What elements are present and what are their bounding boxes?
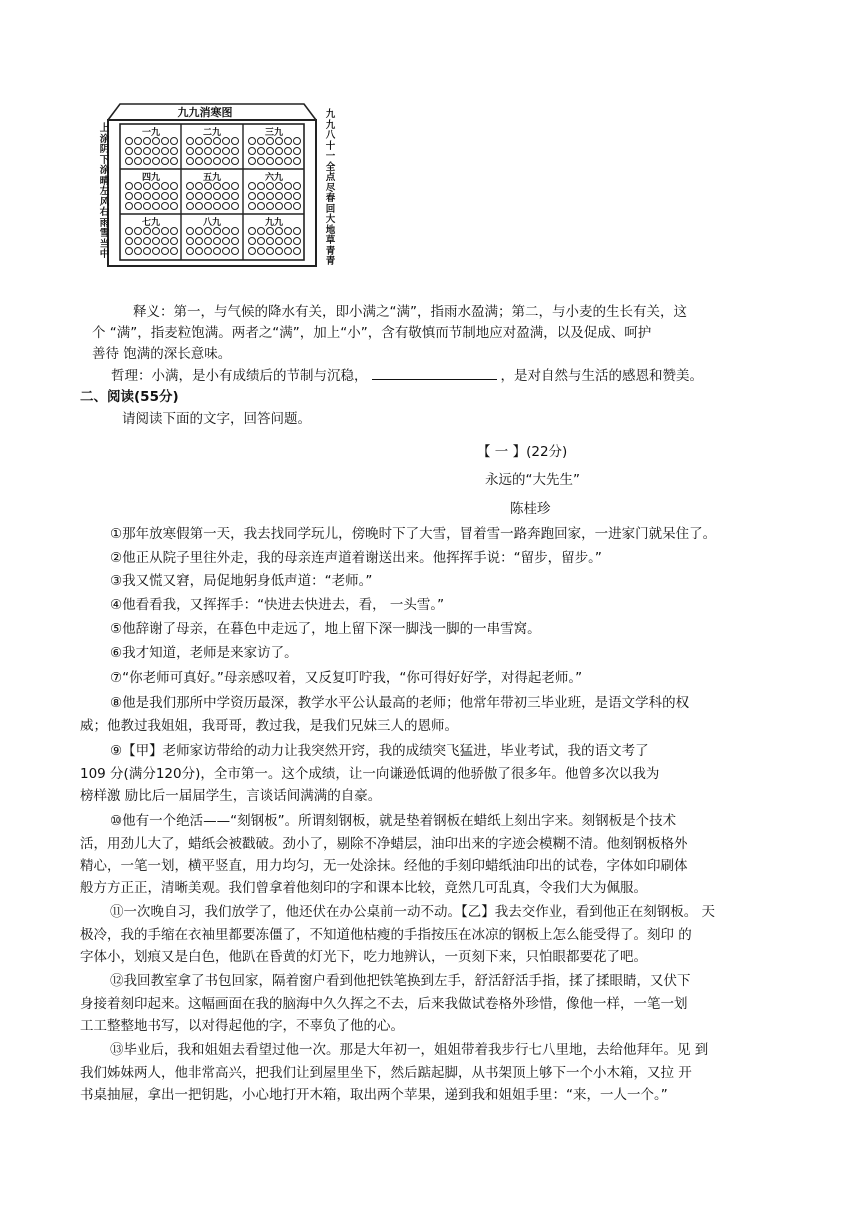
coin-circle-icon bbox=[231, 247, 239, 255]
coin-circle-icon bbox=[275, 247, 283, 255]
coin-circle-icon bbox=[257, 237, 265, 245]
coin-circle-icon bbox=[186, 247, 194, 255]
coin-circle-icon bbox=[213, 202, 221, 210]
coin-circle-icon bbox=[143, 147, 151, 155]
coin-circle-icon bbox=[222, 237, 230, 245]
coin-circle-icon bbox=[204, 192, 212, 200]
coin-circle-icon bbox=[143, 227, 151, 235]
coin-circle-icon bbox=[143, 247, 151, 255]
coin-circle-icon bbox=[170, 137, 178, 145]
coin-circle-icon bbox=[275, 137, 283, 145]
chart-cell-label: 九九 bbox=[264, 218, 283, 228]
coin-circle-icon bbox=[143, 182, 151, 190]
coin-circle-icon bbox=[275, 182, 283, 190]
coin-circle-icon bbox=[275, 227, 283, 235]
coin-circle-icon bbox=[248, 202, 256, 210]
coin-circle-icon bbox=[284, 157, 292, 165]
coin-circle-icon bbox=[161, 157, 169, 165]
coin-circle-icon bbox=[143, 202, 151, 210]
coin-circle-icon bbox=[195, 247, 203, 255]
coin-circle-icon bbox=[152, 202, 160, 210]
coin-circle-icon bbox=[213, 157, 221, 165]
coin-circle-icon bbox=[266, 227, 274, 235]
coin-circle-icon bbox=[195, 182, 203, 190]
coin-circle-icon bbox=[293, 147, 301, 155]
chart-cell-label: 八九 bbox=[202, 218, 221, 228]
coin-circle-icon bbox=[213, 227, 221, 235]
chart-left-text: 上涂阴下涂晴左风右雨雪当中 bbox=[99, 123, 110, 260]
coin-circle-icon bbox=[134, 237, 142, 245]
coin-circle-icon bbox=[204, 202, 212, 210]
article-author: 陈桂珍 bbox=[510, 501, 551, 517]
paragraph-10-line-1: ⑩他有一个绝活——“刻钢板”。所谓刻钢板，就是垫着钢板在蜡纸上刻出字来。刻钢板是个技术 bbox=[110, 813, 677, 829]
coin-circle-icon bbox=[161, 202, 169, 210]
coin-circle-icon bbox=[152, 147, 160, 155]
paragraph-11-line-3: 字体小，划痕又是白色，他趴在昏黄的灯光下，吃力地辨认，一页刻下来，只怕眼都要花了吧。 bbox=[80, 949, 647, 965]
coin-circle-icon bbox=[161, 192, 169, 200]
coin-circle-icon bbox=[152, 137, 160, 145]
coin-circle-icon bbox=[213, 182, 221, 190]
coin-circle-icon bbox=[213, 237, 221, 245]
coin-circle-icon bbox=[266, 137, 274, 145]
coin-circle-icon bbox=[231, 192, 239, 200]
coin-circle-icon bbox=[134, 182, 142, 190]
article-title: 永远的“大先生” bbox=[485, 472, 580, 488]
paragraph-13-line-3: 书桌抽屉，拿出一把钥匙，小心地打开木箱，取出两个苹果，递到我和姐姐手里：“来，一人一个。” bbox=[80, 1087, 668, 1103]
coin-circle-icon bbox=[143, 157, 151, 165]
coin-circle-icon bbox=[134, 227, 142, 235]
coin-circle-icon bbox=[248, 147, 256, 155]
coin-circle-icon bbox=[186, 182, 194, 190]
coin-circle-icon bbox=[161, 227, 169, 235]
paragraph-8-line-1: ⑧他是我们那所中学资历最深，教学水平公认最高的老师；他常年带初三毕业班，是语文学科的权 bbox=[110, 695, 690, 711]
coin-circle-icon bbox=[213, 147, 221, 155]
coin-circle-icon bbox=[275, 237, 283, 245]
chart-cell-label: 三九 bbox=[264, 128, 283, 138]
coin-circle-icon bbox=[257, 137, 265, 145]
coin-circle-icon bbox=[284, 182, 292, 190]
chart-title: 九九消寒图 bbox=[177, 106, 233, 119]
paragraph-4: ④他看看我，又挥挥手：“快进去快进去，看， 一头雪。” bbox=[110, 597, 445, 613]
coin-circle-icon bbox=[248, 227, 256, 235]
coin-circle-icon bbox=[195, 192, 203, 200]
coin-circle-icon bbox=[275, 192, 283, 200]
coin-circle-icon bbox=[186, 147, 194, 155]
section-heading: 二、阅读(55分) bbox=[80, 389, 179, 405]
paragraph-11-line-2: 极冷，我的手缩在衣袖里都要冻僵了，不知道他枯瘦的手指按压在冰凉的钢板上怎么能受得了。刻印 的 bbox=[80, 927, 692, 943]
coin-circle-icon bbox=[125, 247, 133, 255]
paragraph-10-line-4: 般方方正正，清晰美观。我们曾拿着他刻印的字和课本比较，竟然几可乱真，令我们大为佩服。 bbox=[80, 880, 647, 896]
coin-circle-icon bbox=[231, 227, 239, 235]
coin-circle-icon bbox=[284, 227, 292, 235]
coin-circle-icon bbox=[257, 247, 265, 255]
coin-circle-icon bbox=[213, 247, 221, 255]
coin-circle-icon bbox=[231, 147, 239, 155]
paragraph-3: ③我又慌又窘，局促地躬身低声道：“老师。” bbox=[110, 573, 373, 589]
coin-circle-icon bbox=[170, 157, 178, 165]
explanation-line-2: 个 “满”，指麦粒饱满。两者之“满”，加上“小”，含有敬慎而节制地应对盈满，以及促成、呵护 bbox=[92, 325, 652, 341]
chart-cell-label: 一九 bbox=[141, 128, 160, 138]
part-label: 【 一 】(22分) bbox=[477, 444, 568, 460]
coin-circle-icon bbox=[125, 147, 133, 155]
paragraph-11-line-1: ⑪一次晚自习，我们放学了，他还伏在办公桌前一动不动。【乙】我去交作业，看到他正在刻钢板。 天 bbox=[110, 904, 716, 920]
coin-circle-icon bbox=[284, 237, 292, 245]
chart-cell-label: 五九 bbox=[202, 173, 221, 183]
coin-circle-icon bbox=[186, 137, 194, 145]
coin-circle-icon bbox=[257, 157, 265, 165]
coin-circle-icon bbox=[248, 182, 256, 190]
coin-circle-icon bbox=[170, 237, 178, 245]
coin-circle-icon bbox=[257, 202, 265, 210]
paragraph-5: ⑤他辞谢了母亲，在暮色中走远了，地上留下深一脚浅一脚的一串雪窝。 bbox=[110, 621, 541, 637]
coin-circle-icon bbox=[293, 202, 301, 210]
coin-circle-icon bbox=[134, 247, 142, 255]
coin-circle-icon bbox=[213, 137, 221, 145]
coin-circle-icon bbox=[284, 247, 292, 255]
coin-circle-icon bbox=[195, 227, 203, 235]
chart-cell-label: 二九 bbox=[202, 128, 221, 138]
coin-circle-icon bbox=[125, 202, 133, 210]
paragraph-8-line-2: 威；他教过我姐姐，我哥哥，教过我，是我们兄妹三人的恩师。 bbox=[80, 718, 458, 734]
coin-circle-icon bbox=[125, 237, 133, 245]
explanation-line-1: 释义：第一，与气候的降水有关，即小满之“满”，指雨水盈满；第二，与小麦的生长有关，这 bbox=[133, 304, 687, 320]
coin-circle-icon bbox=[152, 227, 160, 235]
coin-circle-icon bbox=[143, 137, 151, 145]
coin-circle-icon bbox=[143, 237, 151, 245]
coin-circle-icon bbox=[284, 137, 292, 145]
coin-circle-icon bbox=[170, 227, 178, 235]
coin-circle-icon bbox=[170, 202, 178, 210]
coin-circle-icon bbox=[143, 192, 151, 200]
coin-circle-icon bbox=[125, 227, 133, 235]
paragraph-13-line-2: 我们姊妹两人，他非常高兴，把我们让到屋里坐下，然后踮起脚，从书架顶上够下一个小木箱，又拉 开 bbox=[80, 1065, 692, 1081]
coin-circle-icon bbox=[222, 137, 230, 145]
coin-circle-icon bbox=[222, 192, 230, 200]
coin-circle-icon bbox=[134, 202, 142, 210]
coin-circle-icon bbox=[186, 157, 194, 165]
coin-circle-icon bbox=[134, 147, 142, 155]
coin-circle-icon bbox=[161, 147, 169, 155]
coin-circle-icon bbox=[266, 192, 274, 200]
paragraph-12-line-2: 身接着刻印起来。这幅画面在我的脑海中久久挥之不去，后来我做试卷格外珍惜，像他一样，一笔一划 bbox=[80, 996, 688, 1012]
coin-circle-icon bbox=[293, 227, 301, 235]
coin-circle-icon bbox=[231, 202, 239, 210]
coin-circle-icon bbox=[293, 157, 301, 165]
coin-circle-icon bbox=[195, 157, 203, 165]
coin-circle-icon bbox=[222, 157, 230, 165]
coin-circle-icon bbox=[248, 137, 256, 145]
coin-circle-icon bbox=[257, 227, 265, 235]
coin-circle-icon bbox=[204, 147, 212, 155]
coin-circle-icon bbox=[293, 182, 301, 190]
coin-circle-icon bbox=[204, 137, 212, 145]
coin-circle-icon bbox=[161, 237, 169, 245]
explanation-line-3: 善待 饱满的深长意味。 bbox=[92, 346, 232, 362]
paragraph-9-line-3: 榜样激 励比后一届届学生，言谈话间满满的自豪。 bbox=[80, 788, 382, 804]
paragraph-13-line-1: ⑬毕业后，我和姐姐去看望过他一次。那是大年初一，姐姐带着我步行七八里地，去给他拜年。见 到 bbox=[110, 1042, 709, 1058]
coin-circle-icon bbox=[266, 147, 274, 155]
paragraph-9-line-1: ⑨【甲】老师家访带给的动力让我突然开窍，我的成绩突飞猛进，毕业考试，我的语文考了 bbox=[110, 743, 649, 759]
coin-circle-icon bbox=[204, 237, 212, 245]
coin-circle-icon bbox=[125, 192, 133, 200]
coin-circle-icon bbox=[293, 247, 301, 255]
coin-circle-icon bbox=[275, 202, 283, 210]
coin-circle-icon bbox=[170, 192, 178, 200]
coin-circle-icon bbox=[170, 147, 178, 155]
coin-circle-icon bbox=[266, 157, 274, 165]
coin-circle-icon bbox=[195, 202, 203, 210]
paragraph-1: ①那年放寒假第一天，我去找同学玩儿，傍晚时下了大雪，冒着雪一路奔跑回家，一进家门就呆住了。 bbox=[110, 526, 717, 542]
coin-circle-icon bbox=[161, 182, 169, 190]
chart-cell-label: 七九 bbox=[141, 218, 160, 228]
nine-nines-chart-figure bbox=[100, 100, 340, 270]
coin-circle-icon bbox=[275, 147, 283, 155]
coin-circle-icon bbox=[170, 247, 178, 255]
coin-circle-icon bbox=[125, 182, 133, 190]
coin-circle-icon bbox=[222, 227, 230, 235]
coin-circle-icon bbox=[213, 192, 221, 200]
coin-circle-icon bbox=[293, 192, 301, 200]
coin-circle-icon bbox=[284, 202, 292, 210]
coin-circle-icon bbox=[125, 137, 133, 145]
coin-circle-icon bbox=[186, 202, 194, 210]
coin-circle-icon bbox=[266, 182, 274, 190]
coin-circle-icon bbox=[134, 192, 142, 200]
coin-circle-icon bbox=[248, 237, 256, 245]
coin-circle-icon bbox=[284, 192, 292, 200]
coin-circle-icon bbox=[222, 147, 230, 155]
paragraph-10-line-3: 精心，一笔一划，横平竖直，用力均匀，无一处涂抹。经他的手刻印蜡纸油印出的试卷，字体如印刷体 bbox=[80, 858, 688, 874]
chart-cell-label: 六九 bbox=[264, 173, 283, 183]
coin-circle-icon bbox=[195, 137, 203, 145]
coin-circle-icon bbox=[248, 192, 256, 200]
coin-circle-icon bbox=[231, 137, 239, 145]
coin-circle-icon bbox=[204, 157, 212, 165]
coin-circle-icon bbox=[231, 157, 239, 165]
philosophy-line bbox=[111, 366, 703, 385]
coin-circle-icon bbox=[284, 147, 292, 155]
coin-circle-icon bbox=[186, 237, 194, 245]
coin-circle-icon bbox=[257, 147, 265, 155]
chart-cell-label: 四九 bbox=[141, 173, 160, 183]
paragraph-9-line-2: 109 分(满分120分)，全市第一。这个成绩，让一向谦逊低调的他骄傲了很多年。他曾多次以我为 bbox=[80, 766, 660, 782]
coin-circle-icon bbox=[152, 247, 160, 255]
coin-circle-icon bbox=[266, 202, 274, 210]
coin-circle-icon bbox=[222, 247, 230, 255]
paragraph-7: ⑦“你老师可真好。”母亲感叹着，又反复叮咛我，“你可得好好学，对得起老师。” bbox=[110, 670, 583, 686]
coin-circle-icon bbox=[152, 157, 160, 165]
coin-circle-icon bbox=[152, 182, 160, 190]
coin-circle-icon bbox=[195, 147, 203, 155]
coin-circle-icon bbox=[161, 247, 169, 255]
answer-blank[interactable] bbox=[372, 366, 497, 380]
coin-circle-icon bbox=[195, 237, 203, 245]
coin-circle-icon bbox=[204, 227, 212, 235]
coin-circle-icon bbox=[186, 227, 194, 235]
coin-circle-icon bbox=[152, 237, 160, 245]
coin-circle-icon bbox=[204, 182, 212, 190]
coin-circle-icon bbox=[204, 247, 212, 255]
coin-circle-icon bbox=[248, 157, 256, 165]
paragraph-2: ②他正从院子里往外走，我的母亲连声道着谢送出来。他挥挥手说：“留步，留步。” bbox=[110, 550, 602, 566]
coin-circle-icon bbox=[161, 137, 169, 145]
coin-circle-icon bbox=[125, 157, 133, 165]
paragraph-12-line-1: ⑫我回教室拿了书包回家，隔着窗户看到他把铁笔换到左手，舒活舒活手指，揉了揉眼睛，又伏下 bbox=[110, 973, 691, 989]
coin-circle-icon bbox=[248, 247, 256, 255]
chart-right-text: 九九八十一全点尽春回大地草青青 bbox=[325, 109, 336, 267]
coin-circle-icon bbox=[186, 192, 194, 200]
coin-circle-icon bbox=[231, 237, 239, 245]
section-instruction: 请阅读下面的文字，回答问题。 bbox=[122, 411, 311, 427]
philosophy-text-before: 哲理：小满，是小有成绩后的节制与沉稳， bbox=[111, 368, 368, 384]
coin-circle-icon bbox=[293, 237, 301, 245]
coin-circle-icon bbox=[222, 202, 230, 210]
coin-circle-icon bbox=[266, 237, 274, 245]
philosophy-text-after: ，是对自然与生活的感恩和赞美。 bbox=[500, 368, 703, 384]
coin-circle-icon bbox=[293, 137, 301, 145]
coin-circle-icon bbox=[275, 157, 283, 165]
coin-circle-icon bbox=[134, 157, 142, 165]
paragraph-6: ⑥我才知道，老师是来家访了。 bbox=[110, 645, 298, 661]
coin-circle-icon bbox=[170, 182, 178, 190]
coin-circle-icon bbox=[152, 192, 160, 200]
coin-circle-icon bbox=[134, 137, 142, 145]
coin-circle-icon bbox=[231, 182, 239, 190]
paragraph-10-line-2: 活，用劲儿大了，蜡纸会被戳破。劲小了，剔除不净蜡层，油印出来的字迹会模糊不清。他刻钢板格外 bbox=[80, 836, 688, 852]
paragraph-12-line-3: 工工整整地书写，以对得起他的字，不辜负了他的心。 bbox=[80, 1018, 404, 1034]
coin-circle-icon bbox=[257, 182, 265, 190]
coin-circle-icon bbox=[222, 182, 230, 190]
coin-circle-icon bbox=[266, 247, 274, 255]
coin-circle-icon bbox=[257, 192, 265, 200]
